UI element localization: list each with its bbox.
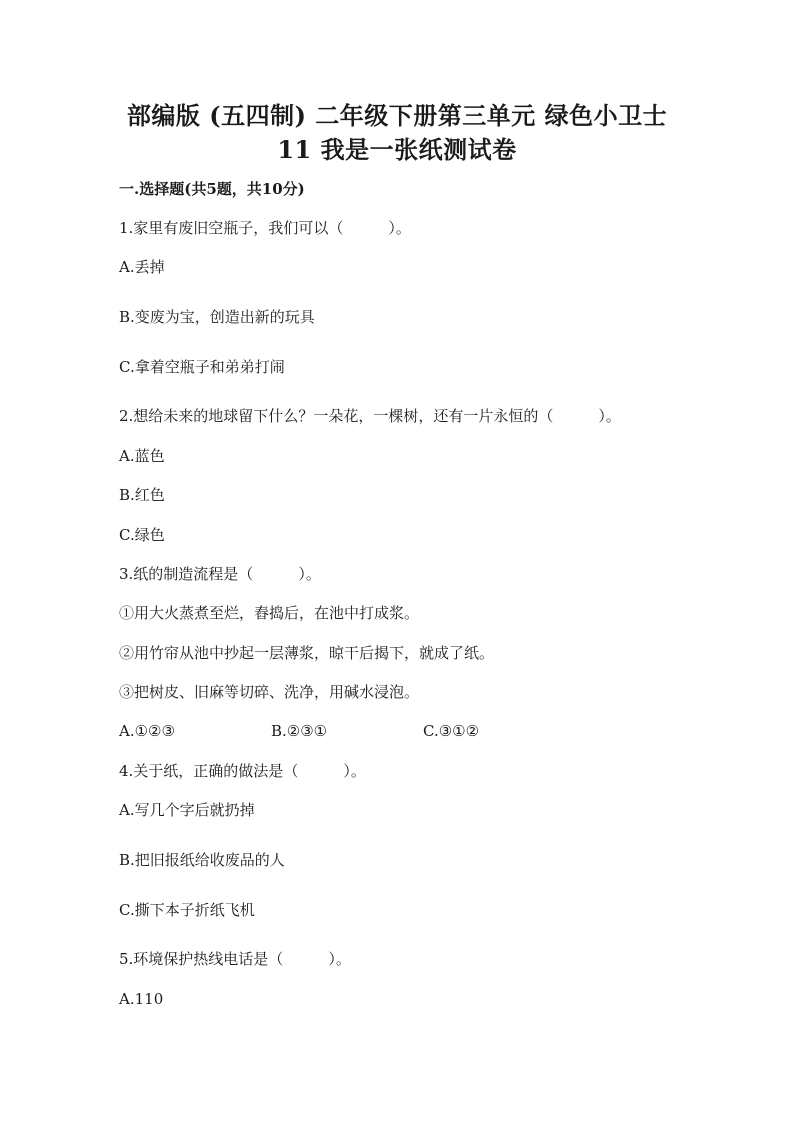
question-stem: 2.想给未来的地球留下什么？一朵花，一棵树，还有一片永恒的（ ）。 xyxy=(119,407,621,425)
exam-title-line1: 部编版 (五四制) 二年级下册第三单元 绿色小卫士 xyxy=(126,101,668,130)
question-stem: 3.纸的制造流程是（ ）。 xyxy=(119,565,321,583)
option-b: B.②③① xyxy=(271,722,328,740)
option-b: B.变废为宝，创造出新的玩具 xyxy=(119,308,315,326)
option-a: A.110 xyxy=(119,990,164,1008)
option-b: B.红色 xyxy=(119,486,165,504)
option-c: C.撕下本子折纸飞机 xyxy=(119,901,255,919)
question-stem: 5.环境保护热线电话是（ ）。 xyxy=(119,950,351,968)
exam-title-line2: 11 我是一张纸测试卷 xyxy=(277,135,517,164)
section-heading: 一.选择题(共5题，共10分) xyxy=(119,180,305,198)
option-a: A.①②③ xyxy=(119,722,175,740)
step-3: ③把树皮、旧麻等切碎、洗净，用碱水浸泡。 xyxy=(119,683,420,701)
option-a: A.写几个字后就扔掉 xyxy=(119,801,255,819)
step-1: ①用大火蒸煮至烂，舂捣后，在池中打成浆。 xyxy=(119,604,420,622)
option-c: C.③①② xyxy=(423,722,480,740)
question-stem: 1.家里有废旧空瓶子，我们可以（ ）。 xyxy=(119,219,411,237)
option-c: C.拿着空瓶子和弟弟打闹 xyxy=(119,358,285,376)
option-c: C.绿色 xyxy=(119,526,165,544)
option-a: A.蓝色 xyxy=(119,447,165,465)
question-stem: 4.关于纸，正确的做法是（ ）。 xyxy=(119,762,366,780)
step-2: ②用竹帘从池中抄起一层薄浆，晾干后揭下，就成了纸。 xyxy=(119,644,495,662)
option-b: B.把旧报纸给收废品的人 xyxy=(119,851,285,869)
option-a: A.丢掉 xyxy=(119,258,165,276)
